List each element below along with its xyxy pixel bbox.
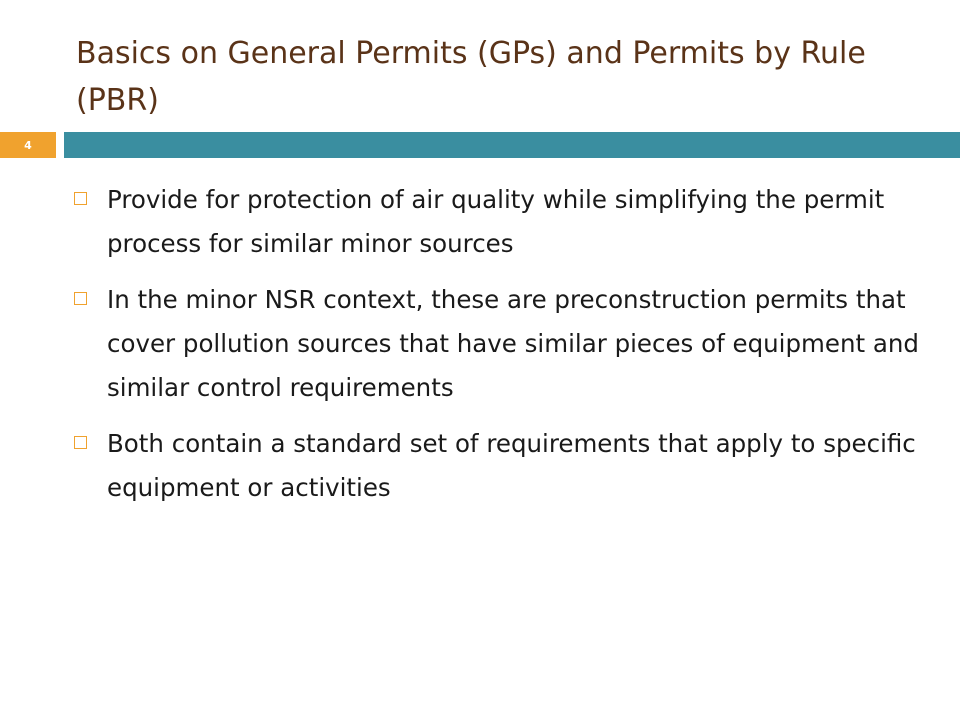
title-divider-bar [64, 132, 960, 158]
bullet-item [74, 422, 924, 510]
slide-title: Basics on General Permits (GPs) and Permits by Rule (PBR) [76, 36, 866, 118]
bullet-text: Provide for protection of air quality while simplifying the permit process for similar minor sources [107, 185, 885, 258]
bullet-text: Both contain a standard set of requirements that apply to specific equipment or activities [107, 429, 916, 502]
bullet-item [74, 178, 924, 266]
bullet-list [74, 178, 924, 522]
hollow-square-bullet-icon [74, 436, 87, 449]
hollow-square-bullet-icon [74, 192, 87, 205]
hollow-square-bullet-icon [74, 292, 87, 305]
slide-number: 4 [24, 138, 32, 152]
bullet-text: In the minor NSR context, these are preconstruction permits that cover pollution sources that have similar pieces of equipment and similar control requirements [107, 285, 919, 402]
bullet-item [74, 278, 924, 410]
slide-number-badge [0, 132, 56, 158]
